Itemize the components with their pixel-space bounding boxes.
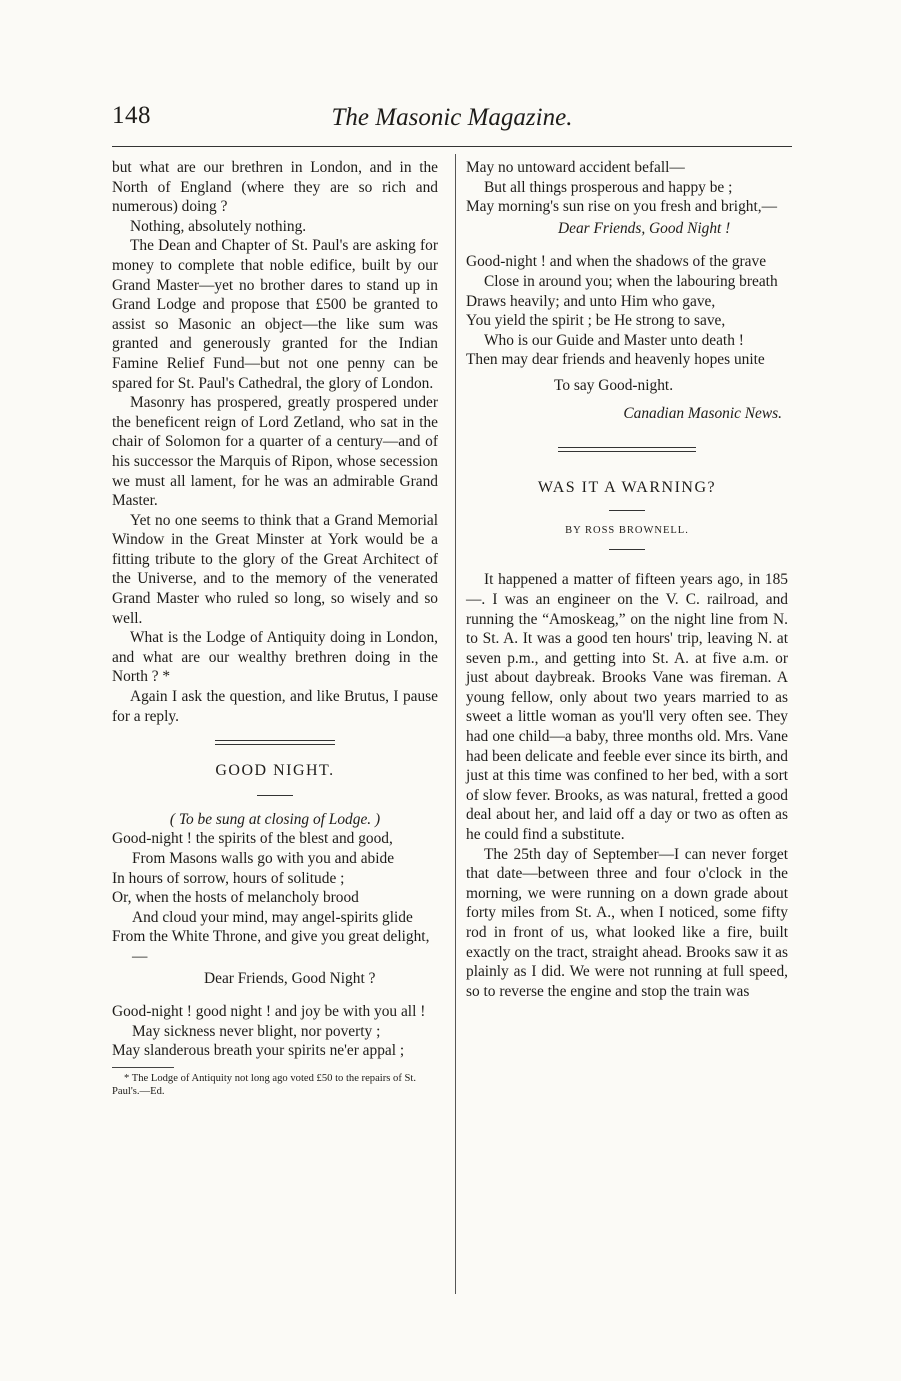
verse-line: Who is our Guide and Master unto death ! (484, 331, 744, 349)
stanza (112, 1002, 438, 1061)
verse-line: May slanderous breath your spirits ne'er appal ; (112, 1042, 405, 1060)
verse-line: Good-night ! the spirits of the blest and good, (112, 830, 393, 848)
footnote: * The Lodge of Antiquity not long ago voted £50 to the repairs of St. Paul's.—Ed. (112, 1072, 416, 1097)
verse-line: Good-night ! good night ! and joy be with you all ! (112, 1003, 426, 1021)
stanza (466, 158, 788, 238)
paragraph: Nothing, absolutely nothing. (130, 217, 307, 235)
poem-title: GOOD NIGHT. (215, 762, 335, 780)
right-column (466, 158, 788, 1001)
verse-line: Or, when the hosts of melancholy brood (112, 889, 359, 907)
source-attribution: Canadian Masonic News. (623, 404, 782, 422)
verse-line: May sickness never blight, nor poverty ; (132, 1022, 381, 1040)
verse-line: Draws heavily; and unto Him who gave, (466, 292, 716, 310)
paragraph: but what are our brethren in London, and in the North of England (where they are so rich and numerous) doing ? (112, 159, 438, 216)
verse-line: May morning's sun rise on you fresh and bright,— (466, 198, 777, 216)
verse-line: Then may dear friends and heavenly hopes unite (466, 351, 765, 369)
paragraph: Again I ask the question, and like Brutus, I pause for a reply. (112, 688, 438, 725)
page-header (112, 102, 792, 142)
paragraph: Yet no one seems to think that a Grand Memorial Window in the Great Minster at York would be a fitting tribute to the glory of the Great Architect of the Universe, and to the memory of the venerated Grand Master who ruled so long, so wisely and so well. (112, 511, 438, 627)
verse-line: From the White Throne, and give you great delight,— (112, 928, 430, 965)
page-number: 148 (112, 102, 151, 129)
verse-line: From Masons walls go with you and abide (132, 850, 395, 867)
paragraph: It happened a matter of fifteen years ago, in 185—. I was an engineer on the V. C. railroad, and running the “Amoskeag,” on the night line from N. to St. A. It was a good ten hours' trip, leaving N. at seven p.m., and getting into St. A. at five a.m. or just about daybreak. Brooks Vane was fireman. A young fellow, only about two years married to as sweet a little woman as you'll very often see. They had one child—a baby, three months old. Mrs. Vane had been delicate and feeble ever since its birth, and just at this time was confined to her bed, with a sort of slow fever. Brooks, as was natural, fretted a good deal about her, and laid off a day or two as often as he could find a substitute. (466, 571, 788, 844)
column-divider (455, 154, 456, 1294)
verse-line: And cloud your mind, may angel-spirits glide (132, 908, 413, 926)
verse-line: In hours of sorrow, hours of solitude ; (112, 869, 345, 887)
byline: BY ROSS BROWNELL. (565, 524, 689, 536)
refrain: Dear Friends, Good Night ! (558, 219, 731, 237)
article-title: WAS IT A WARNING? (537, 479, 717, 497)
left-column (112, 158, 438, 1098)
verse-line: You yield the spirit ; be He strong to save, (466, 312, 726, 330)
header-rule (112, 146, 792, 147)
running-title: The Masonic Magazine. (331, 104, 573, 131)
stanza (466, 252, 788, 370)
verse-line: Close in around you; when the labouring breath (484, 272, 778, 290)
verse-line: Good-night ! and when the shadows of the grave (466, 253, 767, 271)
stanza (112, 829, 438, 988)
paragraph: What is the Lodge of Antiquity doing in London, and what are our wealthy brethren doing in the North ? * (112, 629, 438, 686)
poem-subtitle: ( To be sung at closing of Lodge. ) (169, 810, 381, 828)
refrain: Dear Friends, Good Night ? (204, 969, 376, 987)
paragraph: The Dean and Chapter of St. Paul's are asking for money to complete that noble edifice, built by our Grand Master—yet no brother dares to stand up in Grand Lodge and propose that £500 be granted to assist so Masonic an object—the like sum was granted and generously granted for the Indian Famine Relief Fund—but not one penny can be spared for St. Paul's Cathedral, the glory of London. (112, 237, 438, 392)
sign-off: To say Good-night. (554, 376, 674, 394)
paragraph: Masonry has prospered, greatly prospered under the beneficent reign of Lord Zetland, who sat in the chair of Solomon for a quarter of a century—and of his successor the Marquis of Ripon, whose secession we must all lament, for he was an admirable Grand Master. (112, 394, 438, 510)
verse-line: May no untoward accident befall— (466, 159, 685, 176)
paragraph: The 25th day of September—I can never forget that date—between three and four o'clock in the morning, we were running on a down grade about forty miles from St. A., when I noticed, some fifty rod in front of us, what looked like a fire, built exactly on the tract, straight ahead. Brooks saw it as plainly as I did. We were not running at full speed, so to reverse the engine and stop the train was (466, 845, 788, 1000)
verse-line: But all things prosperous and happy be ; (484, 178, 733, 196)
